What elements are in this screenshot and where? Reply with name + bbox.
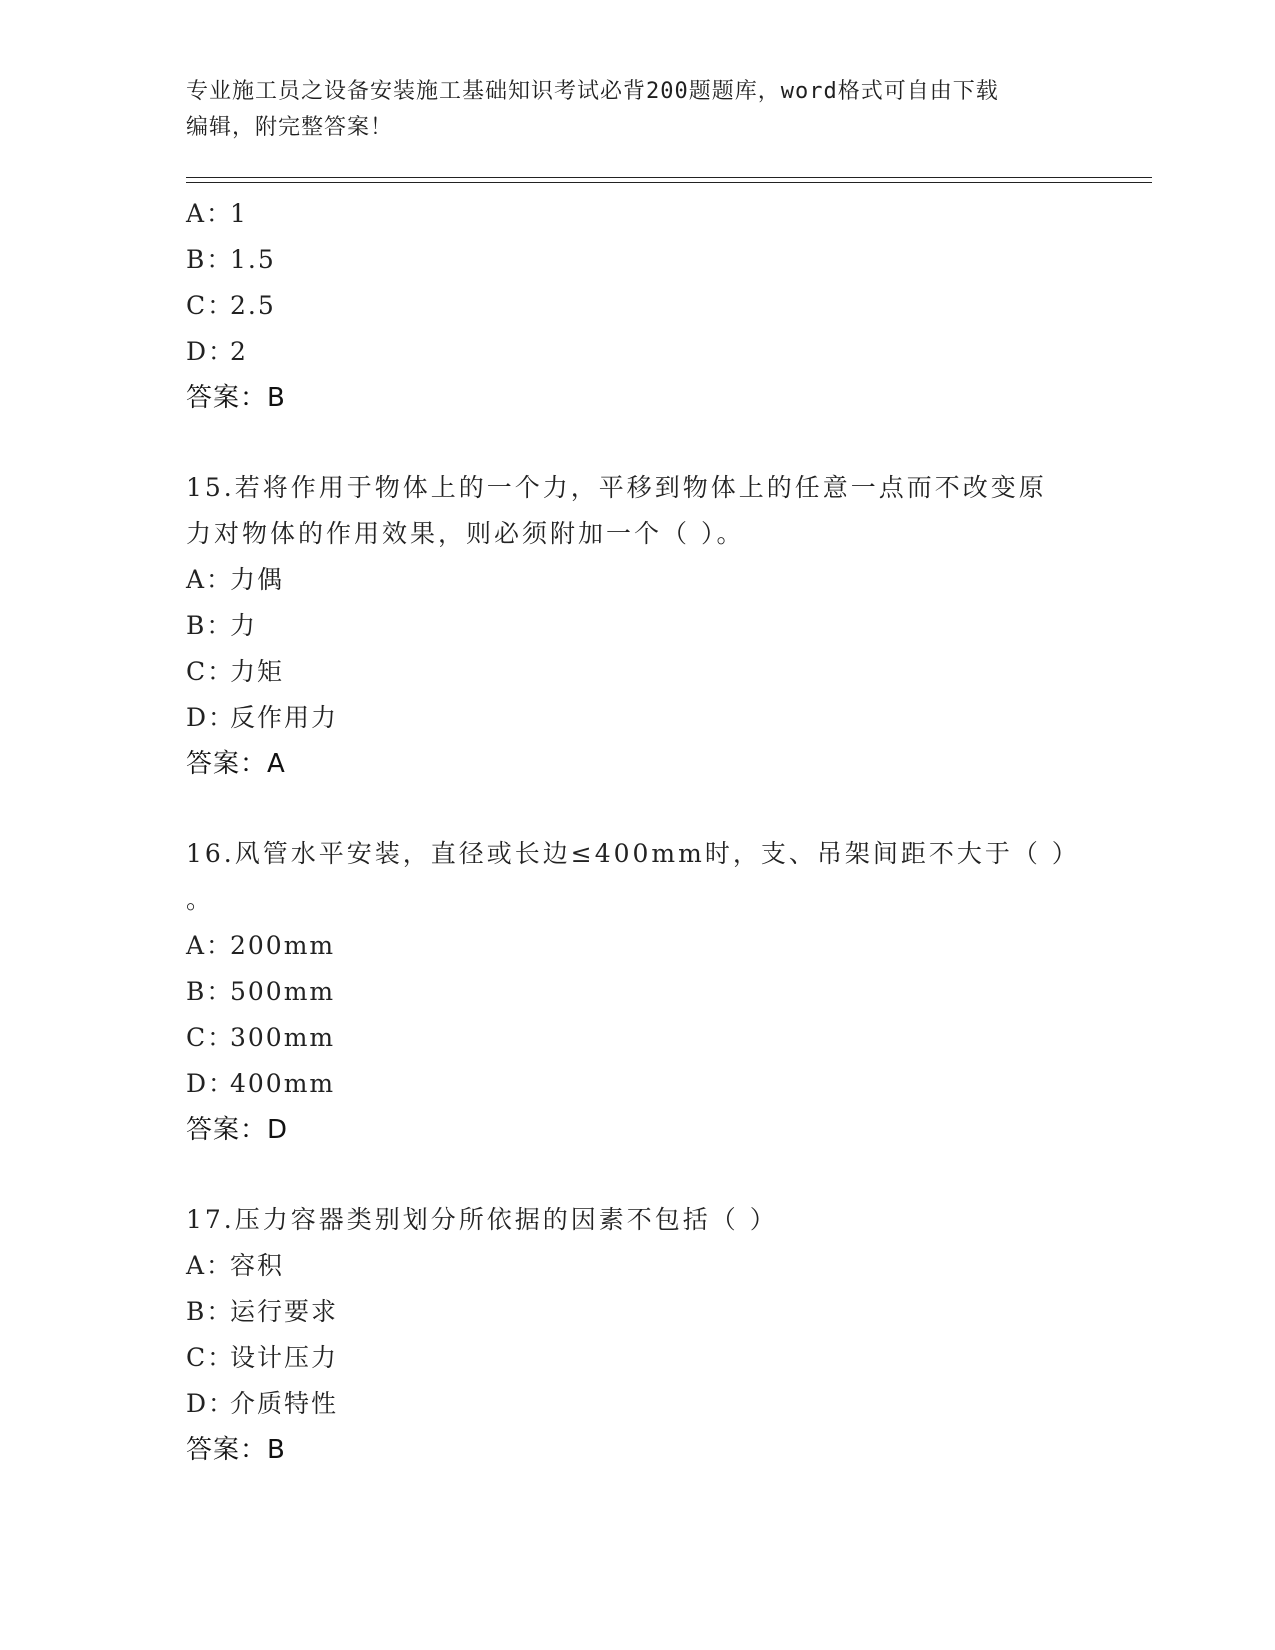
question-list xyxy=(186,191,1086,1473)
option-a xyxy=(186,557,1086,603)
option-text: 力偶 xyxy=(230,565,285,594)
option-text: 力矩 xyxy=(230,657,285,686)
option-text: 200mm xyxy=(230,931,336,960)
option-text: 1.5 xyxy=(230,245,276,274)
option-letter: B： xyxy=(186,611,234,640)
option-letter: C： xyxy=(186,291,235,320)
option-letter: D： xyxy=(186,1389,236,1418)
option-letter: D： xyxy=(186,337,236,366)
question-title: 16.风管水平安装，直径或长边≤400mm时，支、吊架间距不大于（ ） xyxy=(186,839,1080,868)
question-title-cont: 。 xyxy=(186,885,215,914)
option-a xyxy=(186,191,1086,237)
answer-line: 答案：A xyxy=(186,749,286,779)
option-letter: B： xyxy=(186,977,234,1006)
option-letter: A： xyxy=(186,1251,234,1280)
option-a xyxy=(186,923,1086,969)
option-text: 2.5 xyxy=(230,291,276,320)
question-title-cont: 力对物体的作用效果，则必须附加一个（ ）。 xyxy=(186,519,745,548)
option-letter: C： xyxy=(186,657,235,686)
header-divider-top xyxy=(186,177,1152,178)
question-15 xyxy=(186,465,1086,787)
option-text: 设计压力 xyxy=(230,1343,339,1372)
option-text: 500mm xyxy=(230,977,336,1006)
option-letter: A： xyxy=(186,931,234,960)
option-text: 介质特性 xyxy=(230,1389,339,1418)
header-divider-bottom xyxy=(186,182,1152,183)
question-title: 15.若将作用于物体上的一个力，平移到物体上的任意一点而不改变原 xyxy=(186,473,1047,502)
question-17 xyxy=(186,1197,1086,1473)
option-letter: C： xyxy=(186,1023,235,1052)
option-text: 300mm xyxy=(230,1023,336,1052)
option-text: 反作用力 xyxy=(230,703,339,732)
option-d xyxy=(186,1381,1086,1427)
option-letter: B： xyxy=(186,1297,234,1326)
option-b xyxy=(186,969,1086,1015)
option-c xyxy=(186,1335,1086,1381)
spacer xyxy=(186,421,1086,465)
option-c xyxy=(186,283,1086,329)
question-title: 17.压力容器类别划分所依据的因素不包括（ ） xyxy=(186,1205,778,1234)
option-b xyxy=(186,237,1086,283)
question-16 xyxy=(186,831,1086,1153)
option-a xyxy=(186,1243,1086,1289)
option-text: 力 xyxy=(230,611,258,640)
option-letter: A： xyxy=(186,565,234,594)
header-line-1: 专业施工员之设备安装施工基础知识考试必背200题题库，word格式可自由下载 xyxy=(186,79,999,104)
answer-line: 答案：D xyxy=(186,1115,289,1145)
option-text: 2 xyxy=(230,337,248,366)
option-b xyxy=(186,1289,1086,1335)
option-letter: D： xyxy=(186,703,236,732)
option-text: 1 xyxy=(230,199,248,228)
spacer xyxy=(186,787,1086,831)
answer-line: 答案：B xyxy=(186,1435,286,1465)
option-d xyxy=(186,695,1086,741)
option-text: 400mm xyxy=(230,1069,336,1098)
header-line-2: 编辑，附完整答案！ xyxy=(186,115,394,140)
option-letter: B： xyxy=(186,245,234,274)
option-text: 运行要求 xyxy=(230,1297,339,1326)
option-d xyxy=(186,329,1086,375)
option-b xyxy=(186,603,1086,649)
option-c xyxy=(186,1015,1086,1061)
option-letter: A： xyxy=(186,199,234,228)
question-14 xyxy=(186,191,1086,421)
option-letter: D： xyxy=(186,1069,236,1098)
option-d xyxy=(186,1061,1086,1107)
answer-line: 答案：B xyxy=(186,383,286,413)
option-c xyxy=(186,649,1086,695)
spacer xyxy=(186,1153,1086,1197)
option-text: 容积 xyxy=(230,1251,285,1280)
option-letter: C： xyxy=(186,1343,235,1372)
document-header xyxy=(186,74,1066,146)
